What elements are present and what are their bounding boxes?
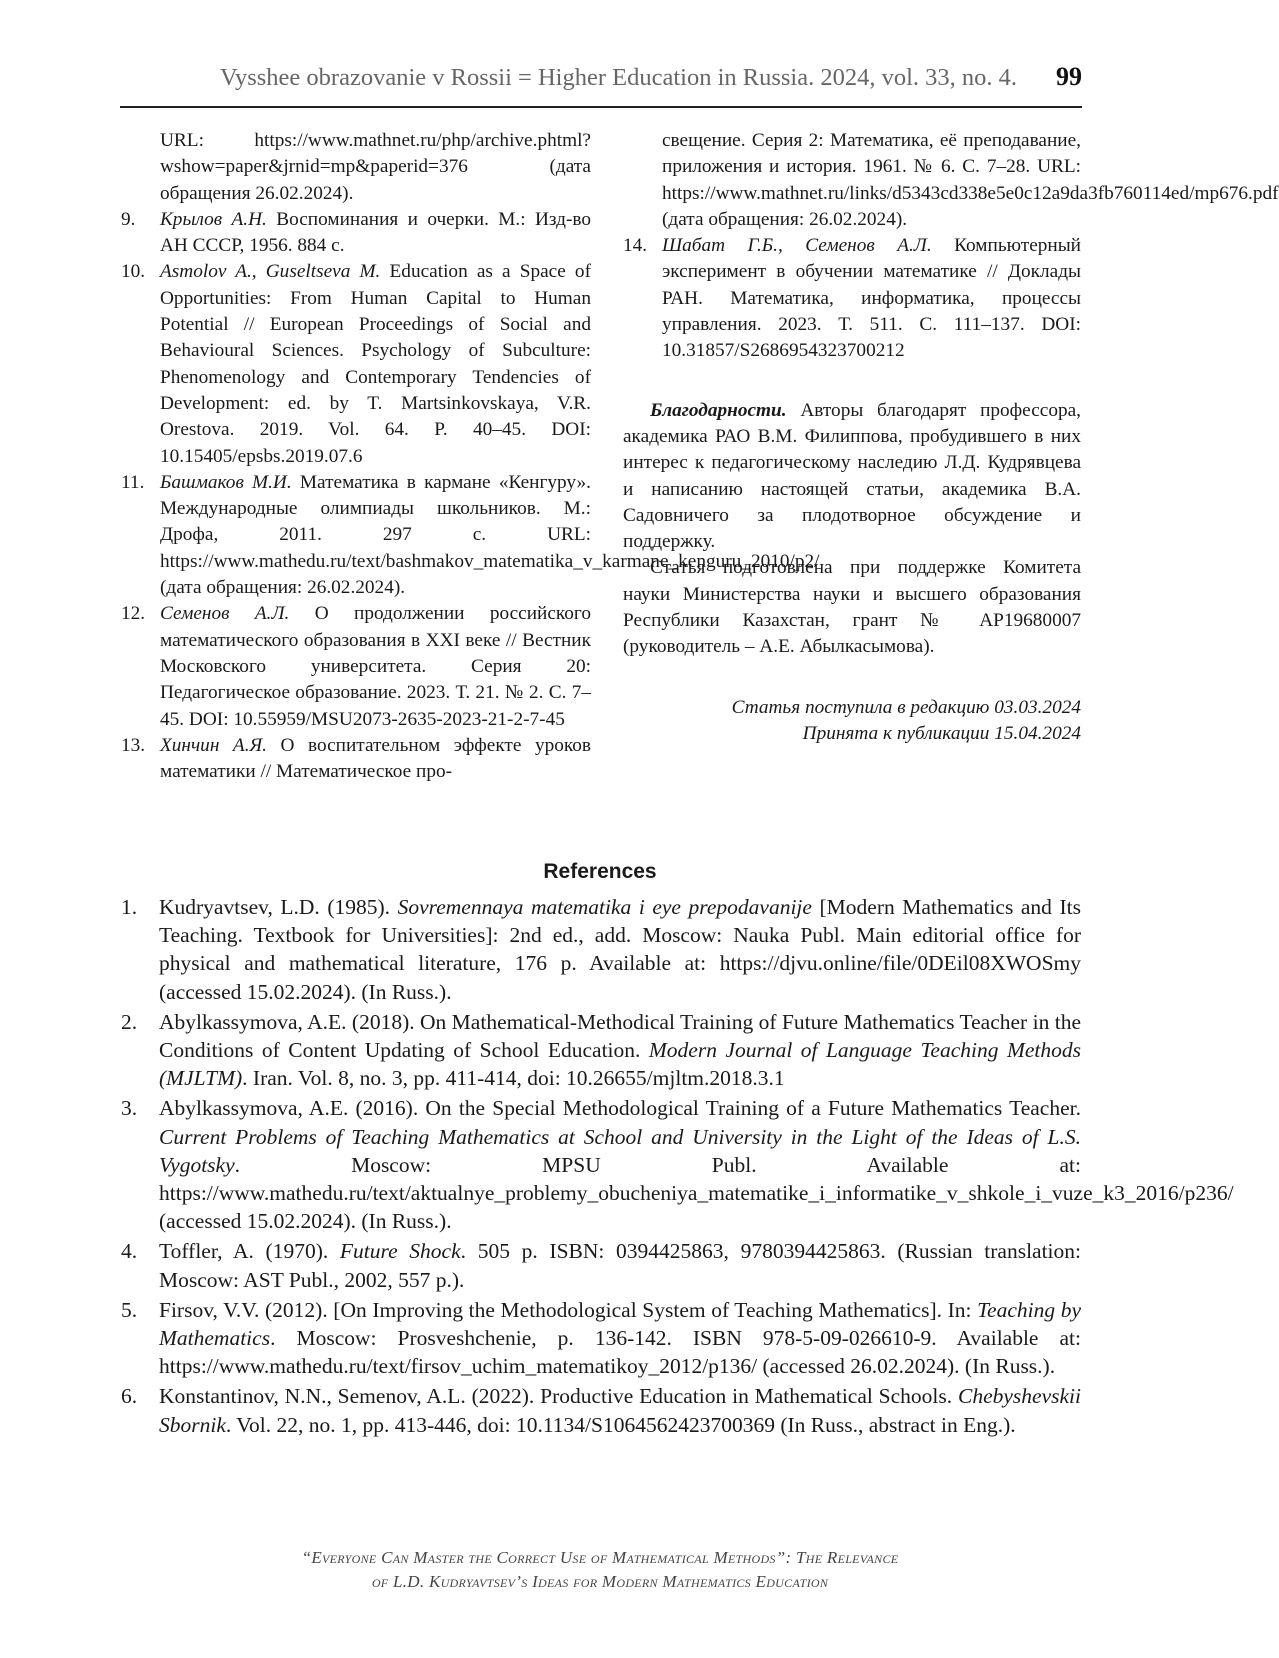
reference-11: [121, 470, 820, 601]
reference-number: 6.: [121, 1384, 138, 1409]
reference-text: . Moscow: Prosveshchenie, p. 136-142. ISBN 978-5-09-026610-9. Available at: https://www.mathedu.ru/text/firsov_uchim_matematikoy_2012/p136/ (accessed 26.02.2024). (In Russ.).: [159, 1326, 1081, 1379]
reference-title: Current Problems of Teaching Mathematics at School and University in the Light of the Ideas of L.S. Vygotsky: [159, 1124, 1081, 1177]
reference-13-continuation: свещение. Серия 2: Математика, её преподавание, приложения и история. 1961. № 6. С. 7–28. URL: https://www.mathnet.ru/links/d5343cd338e5e0c12a9da3fb760114ed/mp676.pdf (дата обращения: 26.02.2024).: [662, 130, 1279, 230]
reference-text: Abylkassymova, A.E. (2018). On Mathematical-Methodical Training of Future Mathematics Teacher in the Conditions of Content Updating of School Education.: [159, 1009, 1081, 1063]
reference-number: 2.: [121, 1009, 138, 1034]
reference-authors: Шабат Г.Б., Семенов А.Л.: [662, 235, 932, 257]
reference-text: Toffler, A. (1970).: [159, 1239, 340, 1264]
reference-en-1: [121, 893, 1081, 1006]
footer-line-2: of L.D. Kudryavtsev’s Ideas for Modern Mathematics Education: [371, 1572, 829, 1591]
references-list: [121, 893, 1234, 1441]
reference-authors: Asmolov A., Guseltseva M.: [160, 261, 381, 283]
reference-text: . 505 p. ISBN: 0394425863, 9780394425863. (Russian translation: Moscow: AST Publ., 2002, 557 p.).: [159, 1239, 1082, 1292]
reference-title: Teaching by Mathematics: [159, 1297, 1081, 1351]
reference-text: Firsov, V.V. (2012). [On Improving the Methodological System of Teaching Mathematics]. In:: [159, 1297, 978, 1322]
reference-text: . Moscow: MPSU Publ. Available at: https://www.mathedu.ru/text/aktualnye_problemy_obucheniya_matematike_i_informatike_v_shkole_i_vuze_k3_2016/p236/ (accessed 15.02.2024). (In Russ.).: [159, 1152, 1234, 1234]
reference-number: 4.: [121, 1239, 138, 1264]
references-heading: References: [543, 860, 657, 883]
running-footer: [0, 1546, 1200, 1594]
page-header: [120, 60, 1082, 108]
reference-en-4: [121, 1237, 1081, 1293]
page-number: 99: [1056, 62, 1082, 91]
reference-number: 1.: [121, 895, 138, 919]
reference-number: 11.: [121, 471, 145, 493]
received-date: Статья поступила в редакцию 03.03.2024: [731, 696, 1081, 718]
reference-title: Sovremennaya matematika i eye prepodavanije: [397, 895, 812, 919]
reference-text: Konstantinov, N.N., Semenov, A.L. (2022). Productive Education in Mathematical Schools.: [159, 1384, 958, 1409]
reference-text: Abylkassymova, A.E. (2016). On the Special Methodological Training of a Future Mathematics Teacher.: [159, 1096, 1081, 1121]
reference-number: 13.: [121, 734, 146, 756]
reference-authors: Хинчин А.Я.: [160, 734, 268, 756]
reference-title: Chebyshevskii Sbornik: [159, 1384, 1081, 1437]
reference-text: . Vol. 22, no. 1, pp. 413-446, doi: 10.1134/S1064562423700369 (In Russ., abstract in Eng.).: [225, 1412, 1016, 1437]
reference-number: 14.: [623, 235, 648, 257]
reference-text: Математика в кармане «Кенгуру». Международные олимпиады школьников. М.: Дрофа, 2011. 297 с. URL: https://www.mathedu.ru/text/bashmakov_matematika_v_karmane_kenguru_2010/p2/ (дата обращения: 26.02.2024).: [160, 471, 820, 599]
grant-paragraph: Статья подготовлена при поддержке Комитета науки Министерства науки и высшего образования Республики Казахстан, грант № AP19680007 (руководитель – А.Е. Абылкасымова).: [623, 557, 1081, 658]
reference-en-6: [121, 1382, 1081, 1438]
reference-text: О продолжении российского математического образования в XXI веке // Вестник Московского университета. Серия 20: Педагогическое образование. 2023. Т. 21. № 2. С. 7–45. DOI: 10.55959/MSU2073-2635-2023-21-2-7-45: [160, 603, 591, 730]
reference-number: 9.: [121, 208, 136, 230]
reference-title: Future Shock: [339, 1239, 461, 1264]
reference-text: Компьютерный эксперимент в обучении математике // Доклады РАН. Математика, информатика, процессы управления. 2023. Т. 511. С. 111–137. DOI: 10.31857/S2686954323700212: [662, 235, 1081, 362]
reference-text: Education as a Space of Opportunities: From Human Capital to Human Potential // European Proceedings of Social and Behavioural Sciences. Psychology of Subculture: Phenomenology and Contemporary Tendencies of Development: ed. by T. Martsinkovskaya, V.R. Orestova. 2019. Vol. 64. P. 40–45. DOI: 10.15405/epsbs.2019.07.6: [160, 261, 591, 467]
submission-dates: [623, 695, 1081, 748]
reference-14: [623, 233, 1081, 364]
reference-9: [121, 207, 591, 260]
accepted-date: Принята к публикации 15.04.2024: [802, 722, 1081, 744]
right-column: [623, 128, 1279, 747]
acknowledgements-paragraph: [623, 398, 1081, 556]
reference-text: О воспитательном эффекте уроков математики // Математическое про-: [160, 734, 591, 783]
reference-number: 12.: [121, 603, 146, 625]
acknowledgements-text: Авторы благодарят профессора, академика РАО В.М. Филиппова, пробудившего в них интерес к педагогическому наследию Л.Д. Кудрявцева и написанию настоящей статьи, академика В.А. Садовничего за плодотворное обсуждение и поддержку.: [623, 399, 1081, 553]
reference-title: Modern Journal of Language Teaching Methods (MJLTM): [159, 1038, 1081, 1091]
reference-authors: Башмаков М.И.: [160, 471, 292, 493]
journal-title: Vysshee obrazovanie v Rossii = Higher Education in Russia. 2024, vol. 33, no. 4.: [220, 64, 1018, 91]
reference-12: [121, 601, 591, 732]
acknowledgements-label: Благодарности.: [650, 399, 787, 421]
reference-text: [Modern Mathematics and Its Teaching. Textbook for Universities]: 2nd ed., add. Moscow: Nauka Publ. Main editorial office for physical and mathematical literature, 176 p. Available at: https://djvu.online/file/0DEil08XWOSmy (accessed 15.02.2024). (In Russ.).: [159, 895, 1081, 1004]
reference-text: . Iran. Vol. 8, no. 3, pp. 411-414, doi: 10.26655/mjltm.2018.3.1: [242, 1066, 785, 1091]
reference-en-3: [121, 1094, 1234, 1235]
reference-number: 10.: [121, 261, 146, 283]
reference-13: [121, 733, 591, 786]
reference-text: Воспоминания и очерки. М.: Изд-во АН СССР, 1956. 884 с.: [160, 208, 591, 257]
reference-8-continuation: URL: https://www.mathnet.ru/php/archive.phtml?wshow=paper&jrnid=mp&paperid=376 (дата обращения 26.02.2024).: [160, 130, 591, 204]
reference-en-5: [121, 1296, 1081, 1381]
reference-authors: Крылов А.Н.: [160, 208, 267, 230]
acknowledgements: [623, 398, 1081, 661]
reference-number: 3.: [121, 1096, 138, 1121]
reference-authors: Семенов А.Л.: [160, 603, 290, 625]
reference-text: Kudryavtsev, L.D. (1985).: [159, 895, 398, 919]
reference-number: 5.: [121, 1297, 138, 1322]
reference-en-2: [121, 1008, 1081, 1093]
reference-10: [121, 259, 591, 469]
footer-line-1: “Everyone Can Master the Correct Use of Mathematical Methods”: The Relevance: [301, 1548, 899, 1567]
